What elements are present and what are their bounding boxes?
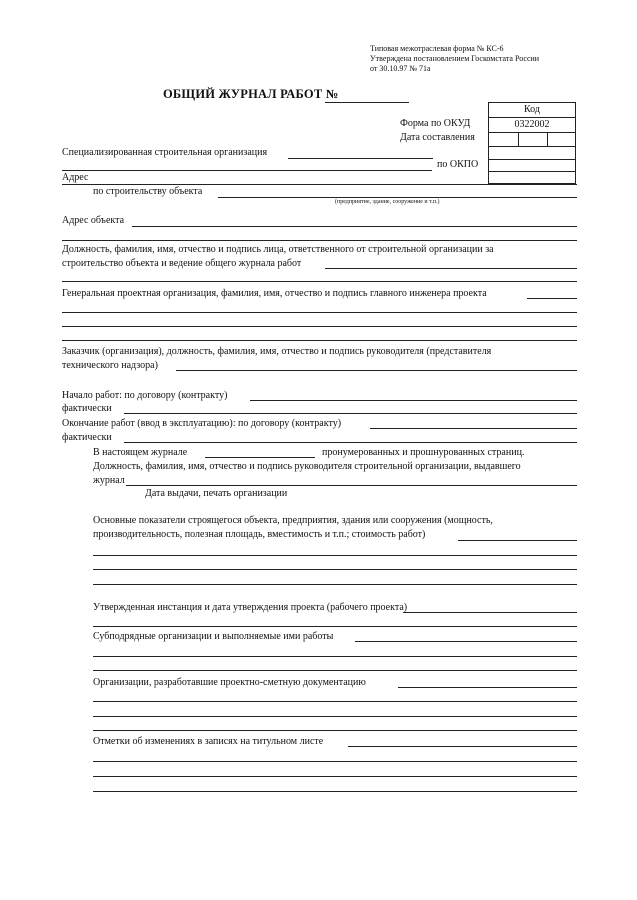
subcontractors-field[interactable] <box>355 641 577 642</box>
code-header: Код <box>524 104 540 115</box>
general-design-field-3[interactable] <box>62 326 577 327</box>
journal-number-field[interactable] <box>325 102 409 103</box>
responsible-field[interactable] <box>325 268 577 269</box>
changes-field-4[interactable] <box>93 791 577 792</box>
approval-note: Утверждена постановлением Госкомстата России <box>370 54 540 63</box>
changes-label: Отметки об изменениях в записях на титульном листе <box>93 736 324 747</box>
spec-org-field-2[interactable] <box>62 170 432 171</box>
general-design-field-2[interactable] <box>62 312 577 313</box>
form-type-note: Типовая межотраслевая форма № КС-6 <box>370 44 504 53</box>
issuer-label-2: журнал <box>93 475 125 486</box>
start-contract-field[interactable] <box>250 400 577 401</box>
indicators-field-3[interactable] <box>93 569 577 570</box>
subcontractors-label: Субподрядные организации и выполняемые ими работы <box>93 631 334 642</box>
journal-pages-field[interactable] <box>205 457 315 458</box>
approval-label: Утвержденная инстанция и дата утверждения проекта (рабочего проекта) <box>93 602 408 613</box>
end-contract-field[interactable] <box>370 428 577 429</box>
object-hint: (предприятие, здание, сооружение и т.п.) <box>335 199 440 205</box>
address-field[interactable] <box>62 184 577 185</box>
object-address-field[interactable] <box>132 226 577 227</box>
code-table <box>488 102 576 184</box>
journal-pages-label: В настоящем журнале <box>93 447 188 458</box>
end-contract-label: Окончание работ (ввод в эксплуатацию): по договору (контракту) <box>62 418 342 429</box>
by-construction-label: по строительству объекта <box>93 186 203 197</box>
issuer-field[interactable] <box>126 485 577 486</box>
indicators-field-2[interactable] <box>93 555 577 556</box>
issue-date-label: Дата выдачи, печать организации <box>145 488 288 499</box>
general-design-field[interactable] <box>527 298 577 299</box>
customer-field[interactable] <box>176 370 577 371</box>
approval-date-note: от 30.10.97 № 71а <box>370 64 431 73</box>
construction-object-field[interactable] <box>218 197 577 198</box>
spec-org-label: Специализированная строительная организация <box>62 147 268 158</box>
indicators-label-2: производительность, полезная площадь, вместимость и т.п.; стоимость работ) <box>93 529 426 540</box>
okud-code: 0322002 <box>514 119 550 130</box>
approval-field-2[interactable] <box>93 626 577 627</box>
design-orgs-label: Организации, разработавшие проектно-сметную документацию <box>93 677 366 688</box>
changes-field-3[interactable] <box>93 776 577 777</box>
indicators-label-1: Основные показатели строящегося объекта, предприятия, здания или сооружения (мощность, <box>93 515 493 526</box>
spec-org-field[interactable] <box>288 158 433 159</box>
journal-pages-suffix: пронумерованных и прошнурованных страниц. <box>322 447 525 458</box>
end-actual-field[interactable] <box>124 442 577 443</box>
object-address-field-2[interactable] <box>62 240 577 241</box>
indicators-field[interactable] <box>458 540 577 541</box>
approval-field[interactable] <box>403 612 577 613</box>
date-label: Дата составления <box>400 132 475 143</box>
subcontractors-field-3[interactable] <box>93 670 577 671</box>
responsible-field-2[interactable] <box>62 281 577 282</box>
design-orgs-field[interactable] <box>398 687 577 688</box>
end-actual-label: фактически <box>62 432 112 443</box>
okpo-label: по ОКПО <box>437 159 479 170</box>
start-actual-field[interactable] <box>124 413 577 414</box>
customer-label-2: технического надзора) <box>62 360 158 371</box>
subcontractors-field-2[interactable] <box>93 656 577 657</box>
issuer-label-1: Должность, фамилия, имя, отчество и подпись руководителя строительной организации, выдавшего <box>93 461 521 472</box>
customer-label-1: Заказчик (организация), должность, фамилия, имя, отчество и подпись руководителя (представителя <box>62 346 492 357</box>
design-orgs-field-3[interactable] <box>93 716 577 717</box>
design-orgs-field-2[interactable] <box>93 701 577 702</box>
responsible-label-2: строительство объекта и ведение общего журнала работ <box>62 258 302 269</box>
start-contract-label: Начало работ: по договору (контракту) <box>62 390 228 401</box>
changes-field-2[interactable] <box>93 761 577 762</box>
general-design-field-4[interactable] <box>62 340 577 341</box>
document-title: ОБЩИЙ ЖУРНАЛ РАБОТ № <box>163 87 339 101</box>
general-design-label: Генеральная проектная организация, фамилия, имя, отчество и подпись главного инженера проекта <box>62 288 487 299</box>
address-label: Адрес <box>62 172 89 183</box>
okud-label: Форма по ОКУД <box>400 118 471 129</box>
object-address-label: Адрес объекта <box>62 215 125 226</box>
design-orgs-field-4[interactable] <box>93 730 577 731</box>
responsible-label-1: Должность, фамилия, имя, отчество и подпись лица, ответственного от строительной организации за <box>62 244 494 255</box>
start-actual-label: фактически <box>62 403 112 414</box>
indicators-field-4[interactable] <box>93 584 577 585</box>
changes-field[interactable] <box>348 746 577 747</box>
